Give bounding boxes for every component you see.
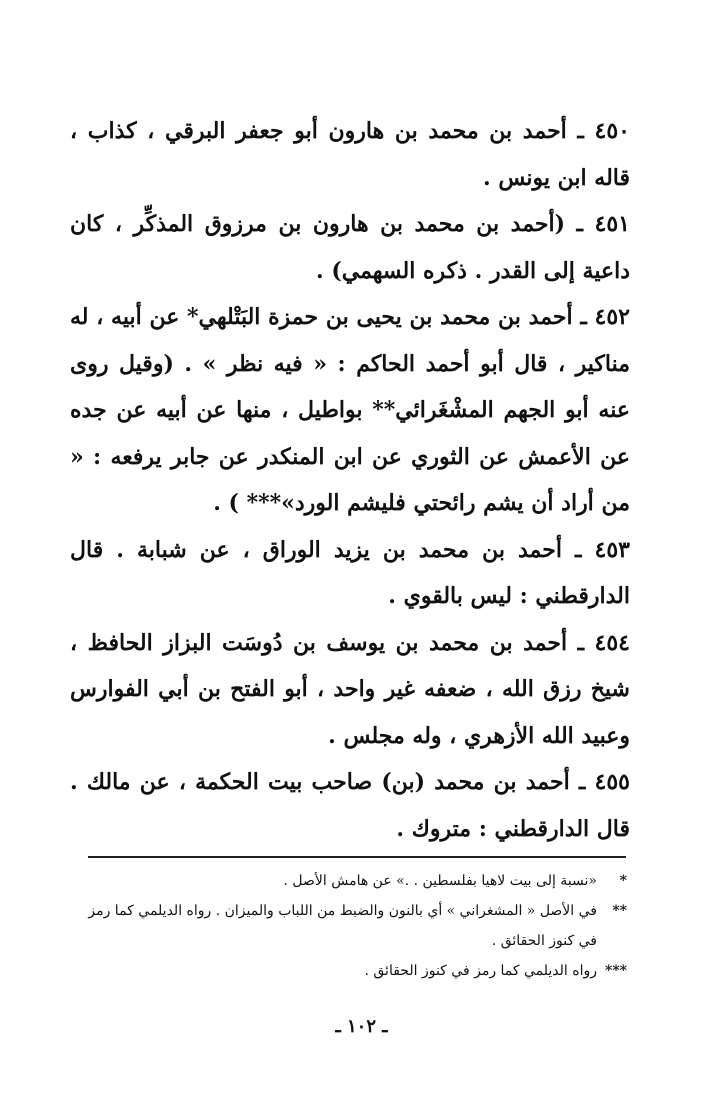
entry-453: [70, 527, 630, 620]
footnote-2: [75, 896, 627, 956]
footnote-mark: ***: [605, 963, 627, 979]
entry-number: ٤٥٣: [594, 536, 630, 563]
footnote-text: «نسبة إلى بيت لاهيا بفلسطين . .» عن هامش الأصل .: [283, 873, 597, 889]
entry-text: ـ أحمد بن محمد بن يوسف بن دُوسَت البزاز الحافظ ، شيخ رزق الله ، ضعفه غير واحد ، أبو الفتح بن أبي الفوارس وعبيد الله الأزهري ، وله مجلس .: [70, 629, 630, 749]
footnote-text: رواه الديلمي كما رمز في كنوز الحقائق .: [364, 963, 597, 979]
entry-454: [70, 620, 630, 760]
entry-text: ـ أحمد بن محمد (بن) صاحب بيت الحكمة ، عن مالك . قال الدارقطني : متروك .: [70, 769, 630, 842]
footnote-divider: [88, 856, 626, 858]
entry-text: ـ أحمد بن محمد بن يحيى بن حمزة البَتْلهي* عن أبيه ، له مناكير ، قال أبو أحمد الحاكم : « فيه نظر » . (وقيل روى عنه أبو الجهم المشْغَرائي** بواطيل ، منها عن أبيه عن جده عن الأعمش عن الثوري عن ابن المنكدر عن جابر يرفعه : « من أراد أن يشم رائحتي فليشم الورد»*** ) .: [70, 304, 630, 516]
footnote-mark: **: [612, 903, 627, 919]
footnotes: [75, 866, 627, 986]
entry-number: ٤٥١: [594, 211, 630, 237]
entry-text: ـ أحمد بن محمد بن هارون أبو جعفر البرقي ، كذاب ، قاله ابن يونس .: [70, 118, 630, 191]
entry-450: [70, 108, 630, 201]
footnote-1: [75, 866, 627, 896]
entry-451: [70, 201, 630, 294]
entry-452: [70, 294, 630, 527]
entry-number: ٤٥٢: [594, 304, 630, 330]
footnote-3: [75, 956, 627, 986]
entry-number: ٤٥٤: [594, 629, 630, 656]
entry-455: [70, 759, 630, 852]
entry-text: ـ (أحمد بن محمد بن هارون بن مرزوق المذكِّر ، كان داعية إلى القدر . ذكره السهمي) .: [70, 211, 630, 284]
entry-number: ٤٥٠: [594, 118, 630, 144]
footnote-text: في الأصل « المشغراني » أي بالنون والضبط من اللباب والميزان . رواه الديلمي كما رمز في كنوز الحقائق .: [88, 903, 597, 949]
entry-text: ـ أحمد بن محمد بن يزيد الوراق ، عن شبابة . قال الدارقطني : ليس بالقوي .: [70, 536, 630, 609]
page-number: ـ ١٠٢ ـ: [335, 1016, 388, 1037]
footnote-mark: *: [619, 873, 627, 889]
main-text: [70, 108, 630, 852]
entry-number: ٤٥٥: [594, 769, 630, 795]
